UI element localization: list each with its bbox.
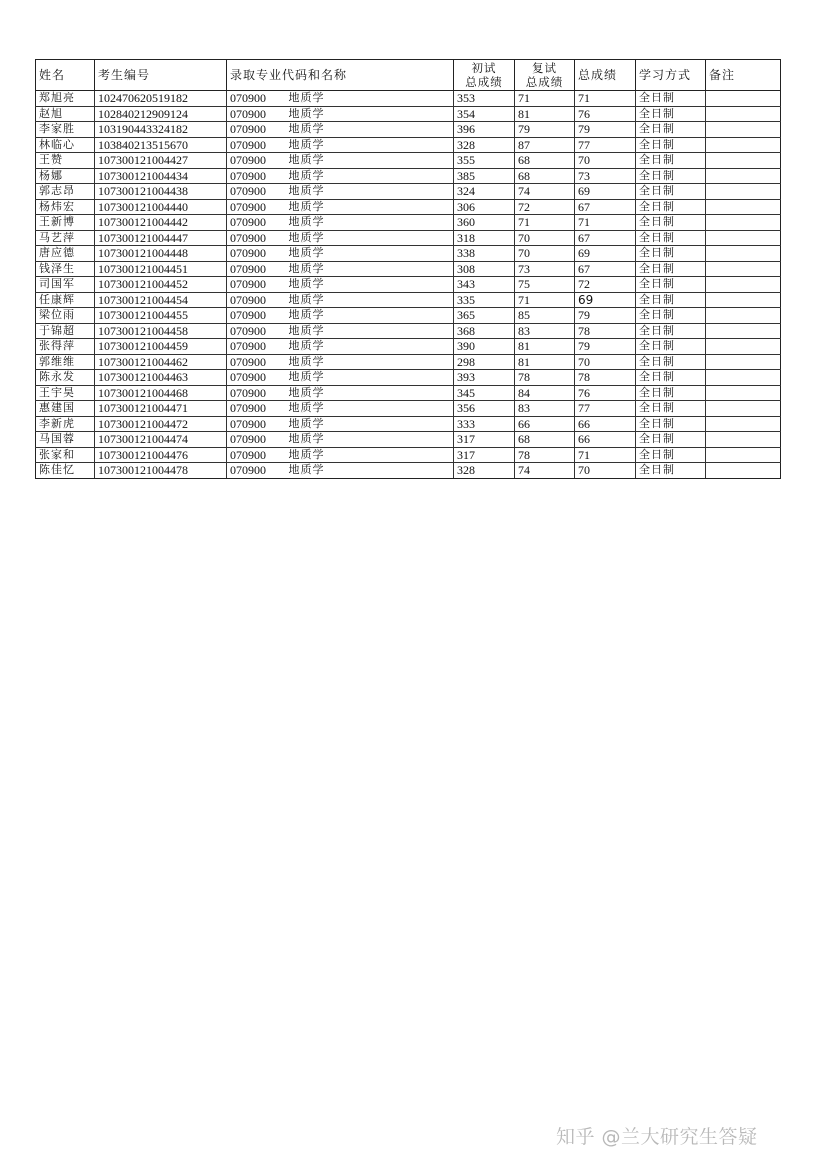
- cell-retest-score: 71: [515, 292, 575, 308]
- cell-retest-score: 79: [515, 122, 575, 138]
- table-row: [36, 432, 781, 448]
- cell-exam-id: 107300121004458: [95, 323, 227, 339]
- cell-major-name: 地质学: [286, 385, 454, 401]
- cell-retest-score: 87: [515, 137, 575, 153]
- cell-exam-id: 107300121004434: [95, 168, 227, 184]
- cell-note: [706, 153, 781, 169]
- cell-name: 任康辉: [36, 292, 95, 308]
- cell-total-score: 76: [575, 106, 636, 122]
- cell-prelim-score: 328: [454, 463, 515, 479]
- cell-note: [706, 91, 781, 107]
- cell-total-score: 66: [575, 432, 636, 448]
- cell-study-mode: 全日制: [636, 416, 706, 432]
- table-row: [36, 277, 781, 293]
- cell-major-code: 070900: [227, 370, 286, 386]
- header-retest-score: [515, 60, 575, 91]
- cell-note: [706, 308, 781, 324]
- cell-major-code: 070900: [227, 230, 286, 246]
- cell-prelim-score: 393: [454, 370, 515, 386]
- header-retest-line2: 总成绩: [525, 75, 564, 89]
- cell-major-name: 地质学: [286, 261, 454, 277]
- cell-exam-id: 107300121004468: [95, 385, 227, 401]
- cell-major-name: 地质学: [286, 199, 454, 215]
- cell-major-code: 070900: [227, 215, 286, 231]
- cell-study-mode: 全日制: [636, 184, 706, 200]
- cell-total-score: 77: [575, 401, 636, 417]
- table-row: [36, 215, 781, 231]
- cell-retest-score: 68: [515, 432, 575, 448]
- cell-exam-id: 107300121004478: [95, 463, 227, 479]
- cell-study-mode: 全日制: [636, 323, 706, 339]
- cell-major-name: 地质学: [286, 184, 454, 200]
- cell-retest-score: 68: [515, 153, 575, 169]
- cell-exam-id: 107300121004472: [95, 416, 227, 432]
- cell-name: 杨炜宏: [36, 199, 95, 215]
- cell-total-score: 79: [575, 122, 636, 138]
- cell-study-mode: 全日制: [636, 447, 706, 463]
- cell-exam-id: 107300121004427: [95, 153, 227, 169]
- table-row: [36, 401, 781, 417]
- table-row: [36, 137, 781, 153]
- cell-major-code: 070900: [227, 153, 286, 169]
- cell-major-name: 地质学: [286, 416, 454, 432]
- cell-name: 王赞: [36, 153, 95, 169]
- cell-total-score: 71: [575, 91, 636, 107]
- cell-retest-score: 78: [515, 447, 575, 463]
- header-row: [36, 60, 781, 91]
- cell-major-name: 地质学: [286, 370, 454, 386]
- cell-major-code: 070900: [227, 339, 286, 355]
- cell-major-code: 070900: [227, 137, 286, 153]
- cell-total-score: 77: [575, 137, 636, 153]
- cell-name: 马国蓉: [36, 432, 95, 448]
- cell-exam-id: 107300121004455: [95, 308, 227, 324]
- table-row: [36, 153, 781, 169]
- table-row: [36, 447, 781, 463]
- cell-major-code: 070900: [227, 447, 286, 463]
- cell-study-mode: 全日制: [636, 261, 706, 277]
- cell-retest-score: 81: [515, 339, 575, 355]
- cell-study-mode: 全日制: [636, 91, 706, 107]
- cell-prelim-score: 356: [454, 401, 515, 417]
- cell-total-score: 78: [575, 323, 636, 339]
- cell-total-score: 78: [575, 370, 636, 386]
- table-header: [36, 60, 781, 91]
- cell-total-score: 70: [575, 153, 636, 169]
- cell-note: [706, 323, 781, 339]
- header-study-mode: 学习方式: [636, 60, 706, 91]
- cell-major-code: 070900: [227, 292, 286, 308]
- cell-retest-score: 75: [515, 277, 575, 293]
- cell-total-score: 66: [575, 416, 636, 432]
- cell-prelim-score: 353: [454, 91, 515, 107]
- cell-retest-score: 71: [515, 215, 575, 231]
- watermark-text: 知乎 @兰大研究生答疑: [556, 1126, 758, 1148]
- cell-exam-id: 107300121004452: [95, 277, 227, 293]
- cell-retest-score: 84: [515, 385, 575, 401]
- cell-exam-id: 102840212909124: [95, 106, 227, 122]
- cell-prelim-score: 396: [454, 122, 515, 138]
- table-row: [36, 354, 781, 370]
- cell-total-score: 67: [575, 261, 636, 277]
- cell-note: [706, 385, 781, 401]
- table-row: [36, 323, 781, 339]
- cell-total-score: 69: [575, 246, 636, 262]
- header-prelim-line1: 初试: [471, 61, 497, 75]
- cell-total-score: 70: [575, 463, 636, 479]
- cell-retest-score: 81: [515, 354, 575, 370]
- cell-exam-id: 103840213515670: [95, 137, 227, 153]
- cell-major-name: 地质学: [286, 122, 454, 138]
- cell-prelim-score: 318: [454, 230, 515, 246]
- header-name: 姓名: [36, 60, 95, 91]
- cell-major-name: 地质学: [286, 354, 454, 370]
- cell-major-code: 070900: [227, 199, 286, 215]
- cell-exam-id: 107300121004451: [95, 261, 227, 277]
- cell-study-mode: 全日制: [636, 354, 706, 370]
- cell-retest-score: 83: [515, 401, 575, 417]
- cell-retest-score: 78: [515, 370, 575, 386]
- cell-name: 张得萍: [36, 339, 95, 355]
- cell-total-score: 67: [575, 230, 636, 246]
- cell-major-code: 070900: [227, 122, 286, 138]
- cell-major-code: 070900: [227, 432, 286, 448]
- header-total-score: 总成绩: [575, 60, 636, 91]
- cell-prelim-score: 354: [454, 106, 515, 122]
- cell-retest-score: 73: [515, 261, 575, 277]
- table-row: [36, 261, 781, 277]
- cell-name: 惠建国: [36, 401, 95, 417]
- header-note: 备注: [706, 60, 781, 91]
- cell-exam-id: 107300121004438: [95, 184, 227, 200]
- cell-name: 李家胜: [36, 122, 95, 138]
- cell-prelim-score: 335: [454, 292, 515, 308]
- cell-retest-score: 66: [515, 416, 575, 432]
- cell-major-code: 070900: [227, 354, 286, 370]
- cell-study-mode: 全日制: [636, 339, 706, 355]
- cell-study-mode: 全日制: [636, 292, 706, 308]
- cell-exam-id: 107300121004447: [95, 230, 227, 246]
- cell-prelim-score: 306: [454, 199, 515, 215]
- table-row: [36, 416, 781, 432]
- cell-note: [706, 184, 781, 200]
- cell-exam-id: 107300121004474: [95, 432, 227, 448]
- cell-note: [706, 168, 781, 184]
- cell-note: [706, 230, 781, 246]
- cell-retest-score: 83: [515, 323, 575, 339]
- table-row: [36, 308, 781, 324]
- cell-major-name: 地质学: [286, 168, 454, 184]
- cell-retest-score: 68: [515, 168, 575, 184]
- cell-major-name: 地质学: [286, 153, 454, 169]
- cell-total-score: 69: [575, 292, 636, 308]
- cell-retest-score: 70: [515, 230, 575, 246]
- cell-major-name: 地质学: [286, 401, 454, 417]
- cell-exam-id: 103190443324182: [95, 122, 227, 138]
- cell-study-mode: 全日制: [636, 277, 706, 293]
- cell-study-mode: 全日制: [636, 122, 706, 138]
- cell-total-score: 79: [575, 308, 636, 324]
- cell-note: [706, 277, 781, 293]
- header-retest-line1: 复试: [532, 61, 558, 75]
- cell-name: 唐应德: [36, 246, 95, 262]
- cell-total-score: 71: [575, 447, 636, 463]
- cell-major-name: 地质学: [286, 246, 454, 262]
- cell-major-code: 070900: [227, 277, 286, 293]
- cell-note: [706, 137, 781, 153]
- cell-note: [706, 199, 781, 215]
- cell-major-code: 070900: [227, 168, 286, 184]
- cell-major-name: 地质学: [286, 447, 454, 463]
- cell-name: 赵旭: [36, 106, 95, 122]
- cell-total-score: 69: [575, 184, 636, 200]
- cell-major-name: 地质学: [286, 292, 454, 308]
- cell-major-name: 地质学: [286, 308, 454, 324]
- cell-retest-score: 72: [515, 199, 575, 215]
- cell-note: [706, 246, 781, 262]
- cell-retest-score: 71: [515, 91, 575, 107]
- table-row: [36, 230, 781, 246]
- table-row: [36, 292, 781, 308]
- cell-name: 李新虎: [36, 416, 95, 432]
- cell-major-code: 070900: [227, 106, 286, 122]
- cell-name: 王宇昊: [36, 385, 95, 401]
- cell-major-name: 地质学: [286, 91, 454, 107]
- cell-major-code: 070900: [227, 401, 286, 417]
- cell-retest-score: 81: [515, 106, 575, 122]
- cell-major-code: 070900: [227, 261, 286, 277]
- cell-prelim-score: 385: [454, 168, 515, 184]
- cell-name: 王新博: [36, 215, 95, 231]
- cell-total-score: 73: [575, 168, 636, 184]
- table-row: [36, 199, 781, 215]
- cell-prelim-score: 338: [454, 246, 515, 262]
- cell-note: [706, 339, 781, 355]
- cell-study-mode: 全日制: [636, 385, 706, 401]
- cell-exam-id: 107300121004454: [95, 292, 227, 308]
- cell-prelim-score: 328: [454, 137, 515, 153]
- cell-major-name: 地质学: [286, 106, 454, 122]
- cell-study-mode: 全日制: [636, 432, 706, 448]
- cell-total-score: 67: [575, 199, 636, 215]
- cell-study-mode: 全日制: [636, 401, 706, 417]
- cell-prelim-score: 324: [454, 184, 515, 200]
- cell-study-mode: 全日制: [636, 230, 706, 246]
- cell-retest-score: 74: [515, 463, 575, 479]
- cell-major-code: 070900: [227, 323, 286, 339]
- table-row: [36, 370, 781, 386]
- cell-note: [706, 370, 781, 386]
- cell-prelim-score: 343: [454, 277, 515, 293]
- cell-major-code: 070900: [227, 385, 286, 401]
- cell-name: 于锦超: [36, 323, 95, 339]
- cell-total-score: 70: [575, 354, 636, 370]
- cell-major-name: 地质学: [286, 215, 454, 231]
- cell-name: 郑旭亮: [36, 91, 95, 107]
- cell-note: [706, 261, 781, 277]
- cell-note: [706, 447, 781, 463]
- cell-note: [706, 292, 781, 308]
- cell-total-score: 71: [575, 215, 636, 231]
- cell-study-mode: 全日制: [636, 215, 706, 231]
- cell-study-mode: 全日制: [636, 137, 706, 153]
- cell-prelim-score: 317: [454, 447, 515, 463]
- cell-major-name: 地质学: [286, 230, 454, 246]
- cell-study-mode: 全日制: [636, 168, 706, 184]
- cell-name: 杨娜: [36, 168, 95, 184]
- table-row: [36, 246, 781, 262]
- cell-name: 司国军: [36, 277, 95, 293]
- header-major: 录取专业代码和名称: [227, 60, 454, 91]
- cell-exam-id: 107300121004440: [95, 199, 227, 215]
- cell-study-mode: 全日制: [636, 308, 706, 324]
- header-prelim-line2: 总成绩: [465, 75, 503, 89]
- cell-retest-score: 70: [515, 246, 575, 262]
- cell-major-name: 地质学: [286, 277, 454, 293]
- cell-exam-id: 107300121004448: [95, 246, 227, 262]
- cell-prelim-score: 355: [454, 153, 515, 169]
- cell-prelim-score: 390: [454, 339, 515, 355]
- cell-major-code: 070900: [227, 308, 286, 324]
- cell-study-mode: 全日制: [636, 246, 706, 262]
- cell-name: 林临心: [36, 137, 95, 153]
- cell-study-mode: 全日制: [636, 463, 706, 479]
- cell-major-name: 地质学: [286, 463, 454, 479]
- cell-name: 陈永发: [36, 370, 95, 386]
- table-row: [36, 91, 781, 107]
- cell-total-score: 76: [575, 385, 636, 401]
- header-exam-id: 考生编号: [95, 60, 227, 91]
- cell-exam-id: 107300121004442: [95, 215, 227, 231]
- table-row: [36, 385, 781, 401]
- cell-name: 郭维维: [36, 354, 95, 370]
- cell-prelim-score: 317: [454, 432, 515, 448]
- cell-major-code: 070900: [227, 246, 286, 262]
- cell-note: [706, 463, 781, 479]
- cell-note: [706, 432, 781, 448]
- cell-study-mode: 全日制: [636, 106, 706, 122]
- cell-major-code: 070900: [227, 184, 286, 200]
- table-row: [36, 339, 781, 355]
- cell-name: 马艺萍: [36, 230, 95, 246]
- cell-name: 陈佳忆: [36, 463, 95, 479]
- cell-name: 钱泽生: [36, 261, 95, 277]
- cell-major-code: 070900: [227, 463, 286, 479]
- table-row: [36, 106, 781, 122]
- cell-major-name: 地质学: [286, 432, 454, 448]
- cell-exam-id: 102470620519182: [95, 91, 227, 107]
- cell-total-score: 79: [575, 339, 636, 355]
- cell-note: [706, 416, 781, 432]
- cell-prelim-score: 308: [454, 261, 515, 277]
- cell-study-mode: 全日制: [636, 199, 706, 215]
- cell-exam-id: 107300121004463: [95, 370, 227, 386]
- cell-prelim-score: 333: [454, 416, 515, 432]
- admission-list-sheet: [35, 59, 780, 479]
- cell-prelim-score: 365: [454, 308, 515, 324]
- cell-prelim-score: 360: [454, 215, 515, 231]
- cell-study-mode: 全日制: [636, 153, 706, 169]
- cell-name: 梁位雨: [36, 308, 95, 324]
- cell-note: [706, 106, 781, 122]
- table-row: [36, 184, 781, 200]
- cell-major-name: 地质学: [286, 339, 454, 355]
- cell-prelim-score: 345: [454, 385, 515, 401]
- cell-exam-id: 107300121004476: [95, 447, 227, 463]
- cell-note: [706, 215, 781, 231]
- cell-name: 张家和: [36, 447, 95, 463]
- cell-study-mode: 全日制: [636, 370, 706, 386]
- table-row: [36, 122, 781, 138]
- cell-note: [706, 354, 781, 370]
- cell-name: 郭志昂: [36, 184, 95, 200]
- admission-table: [35, 59, 781, 479]
- table-body: [36, 91, 781, 479]
- cell-retest-score: 85: [515, 308, 575, 324]
- cell-major-code: 070900: [227, 416, 286, 432]
- cell-exam-id: 107300121004459: [95, 339, 227, 355]
- cell-major-code: 070900: [227, 91, 286, 107]
- cell-total-score: 72: [575, 277, 636, 293]
- header-prelim-score: [454, 60, 515, 91]
- cell-major-name: 地质学: [286, 323, 454, 339]
- table-row: [36, 168, 781, 184]
- cell-note: [706, 401, 781, 417]
- cell-exam-id: 107300121004462: [95, 354, 227, 370]
- cell-major-name: 地质学: [286, 137, 454, 153]
- cell-prelim-score: 368: [454, 323, 515, 339]
- cell-exam-id: 107300121004471: [95, 401, 227, 417]
- cell-retest-score: 74: [515, 184, 575, 200]
- table-row: [36, 463, 781, 479]
- cell-prelim-score: 298: [454, 354, 515, 370]
- cell-note: [706, 122, 781, 138]
